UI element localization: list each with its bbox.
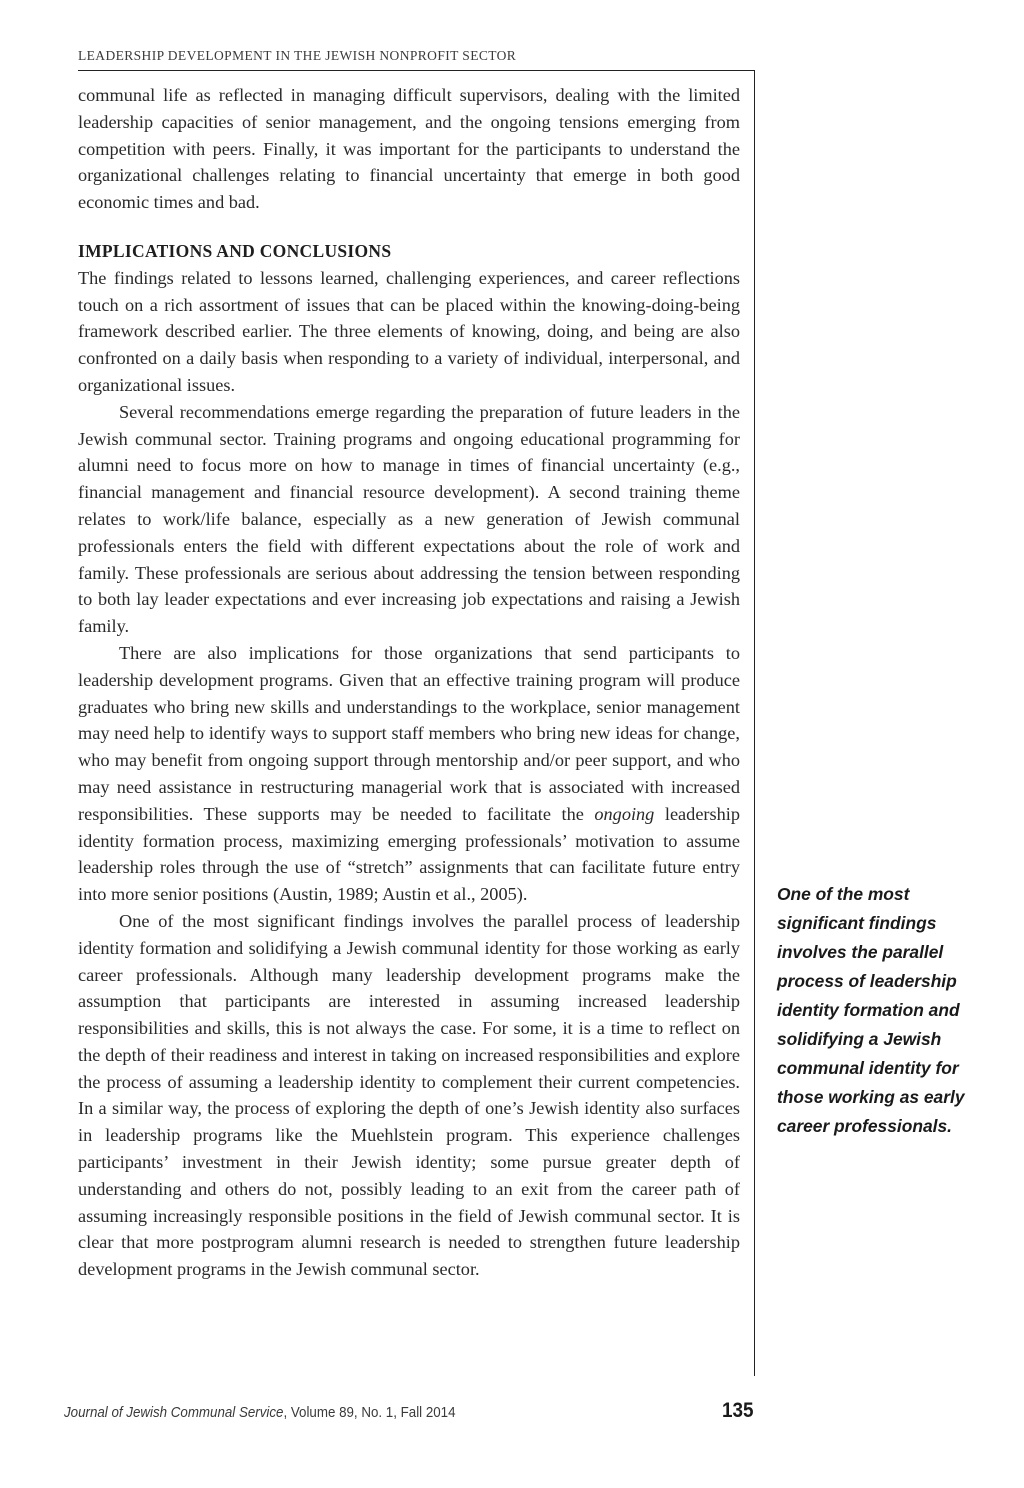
footer-citation xyxy=(64,1405,456,1421)
paragraph-2: Several recommendations emerge regarding the preparation of future leaders in the Jewish communal sector. Training programs and ongoing educational programming for alumni need to focus more on how to manage in times of financial uncertainty (e.g., financial management and financial resource development). A second training theme relates to work/life balance, especially as a new generation of Jewish communal professionals enters the field with different expectations about the role of work and family. These professionals are serious about addressing the tension between responding to both lay leader expectations and ever increasing job expectations and raising a Jewish family. xyxy=(78,401,740,637)
main-text-column xyxy=(78,82,740,1283)
journal-name: Journal of Jewish Communal Service xyxy=(64,1405,284,1421)
paragraph-3 xyxy=(78,640,740,908)
paragraph-3-text-a: There are also implications for those organizations that send participants to leadership development programs. Given that an effective training program will produce graduates who bring new skills and understandings to the workplace, senior management may need help to identify ways to support staff members who bring new ideas for change, who may benefit from ongoing support through mentorship and/or peer support, and who may need assistance in restructuring managerial work that is associated with increased responsibilities. These supports may be needed to facilitate the xyxy=(78,642,740,824)
header-rule xyxy=(78,70,755,71)
page-number: 135 xyxy=(722,1399,754,1422)
pull-quote: One of the most significant findings involves the parallel process of leadership identity formation and solidifying a Jewish communal identity for those working as early career professionals. xyxy=(777,884,965,1136)
column-rule xyxy=(754,70,755,1376)
paragraph-4: One of the most significant findings involves the parallel process of leadership identity formation and solidifying a Jewish communal identity for those working as early career professionals. Although many leadership development programs make the assumption that participants are interested in assuming increased leadership responsibilities and skills, this is not always the case. For some, it is a time to reflect on the depth of their readiness and interest in taking on increased responsibilities and explore the process of assuming a leadership identity to complement their current competencies. In a similar way, the process of exploring the depth of one’s Jewish identity also surfaces in leadership programs like the Muehlstein program. This experience challenges participants’ investment in their Jewish identity; some pursue greater depth of understanding and others do not, possibly leading to an exit from the career path of assuming increasingly responsible positions in the field of Jewish communal sector. It is clear that more postprogram alumni research is needed to strengthen future leadership development programs in the Jewish communal sector. xyxy=(78,910,740,1280)
issue-info: , Volume 89, No. 1, Fall 2014 xyxy=(283,1405,456,1421)
intro-paragraph: communal life as reflected in managing difficult supervisors, dealing with the limited leadership capacities of senior management, and the ongoing tensions emerging from competition with peers. Finally, it was important for the participants to understand the organizational challenges relating to financial uncertainty that emerge in both good economic times and bad. xyxy=(78,85,740,213)
paragraph-3-italic: ongoing xyxy=(594,803,655,824)
paragraph-3-text-b: leadership identity formation process, maximizing emerging professionals’ motivation to assume leadership roles through the use of “stretch” assignments that can facilitate future entry into more senior positions (Austin, 1989; Austin et al., 2005). xyxy=(78,803,740,905)
paragraph-1: The findings related to lessons learned, challenging experiences, and career reflections touch on a rich assortment of issues that can be placed within the knowing-doing-being framework described earlier. The three elements of knowing, doing, and being are also confronted on a daily basis when responding to a variety of individual, interpersonal, and organizational issues. xyxy=(78,267,740,395)
section-heading: IMPLICATIONS AND CONCLUSIONS xyxy=(78,240,392,261)
running-head: LEADERSHIP DEVELOPMENT IN THE JEWISH NONPROFIT SECTOR xyxy=(78,48,517,63)
